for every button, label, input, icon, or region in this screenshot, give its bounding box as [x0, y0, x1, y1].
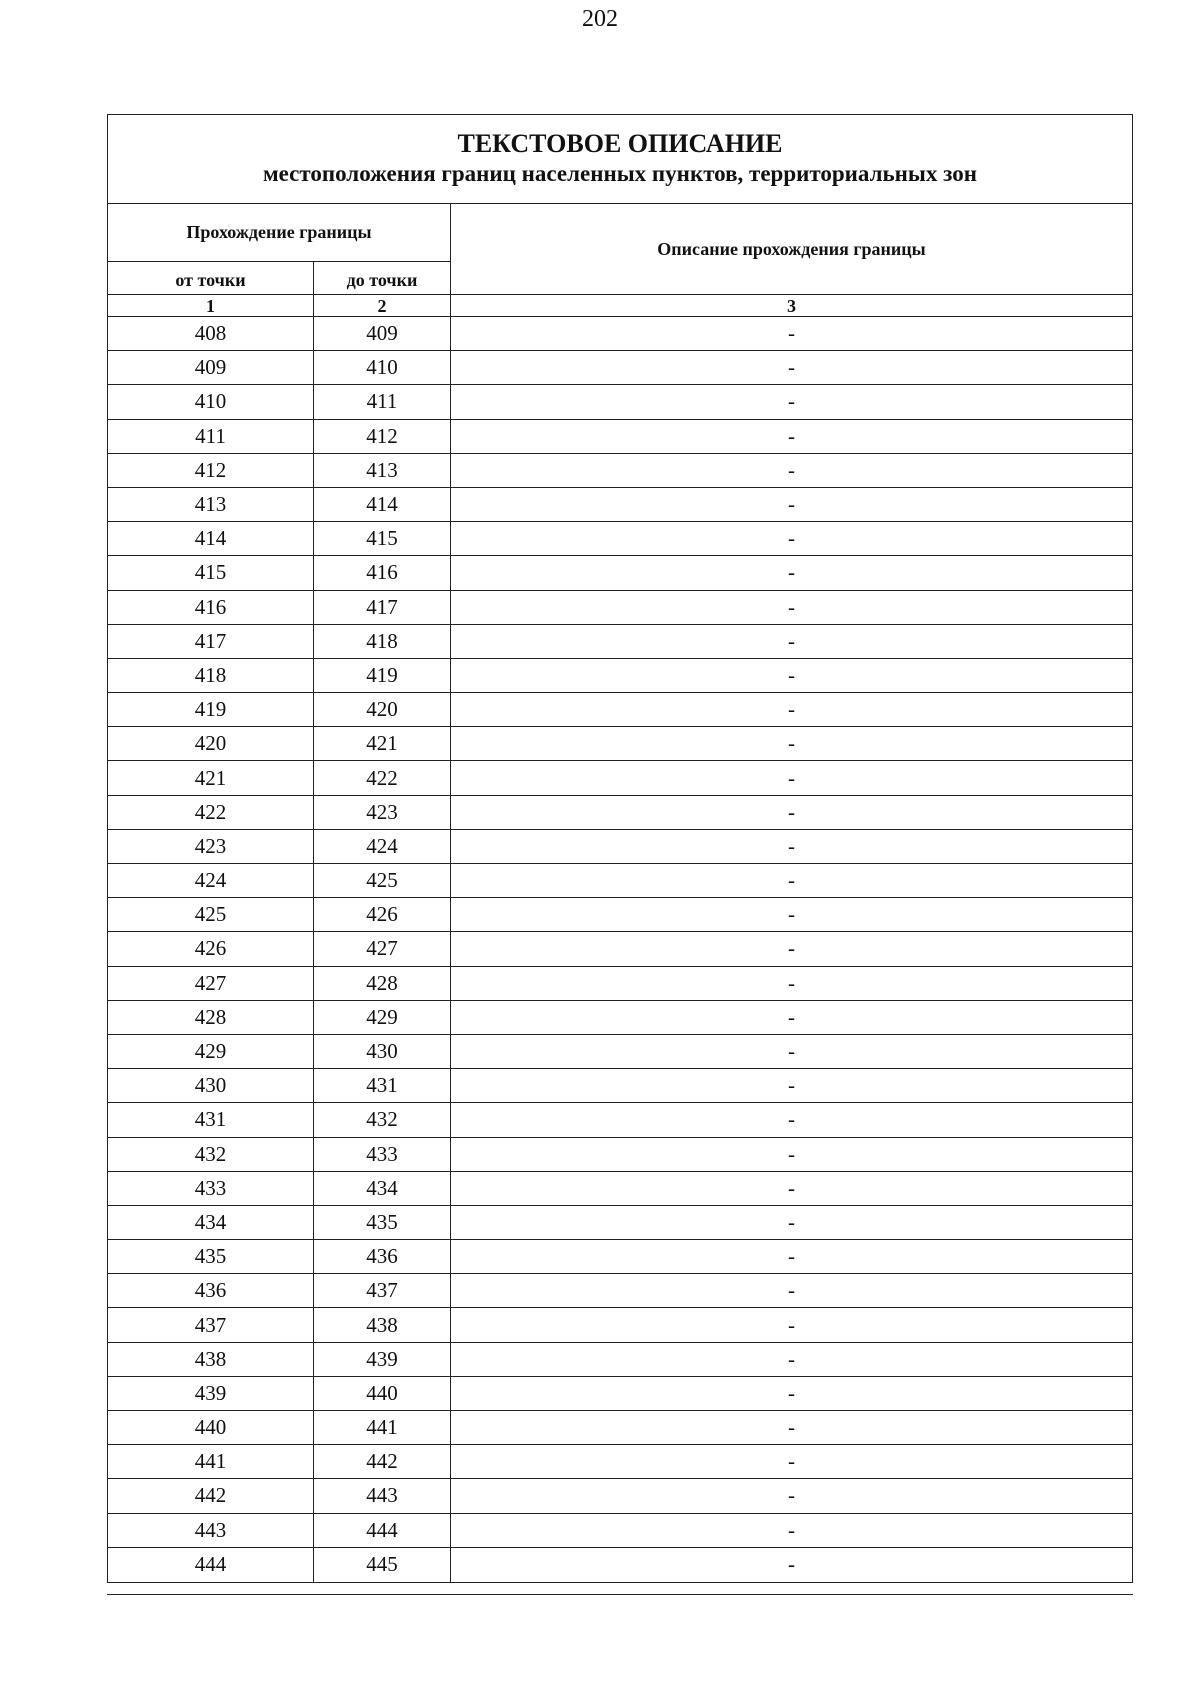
cell-from-point: 422	[108, 796, 314, 829]
cell-description: -	[788, 1175, 795, 1200]
table-row	[108, 488, 1132, 522]
table-row	[108, 351, 1132, 385]
column-number-3: 3	[787, 295, 796, 316]
cell-to-point: 434	[314, 1172, 451, 1205]
table-row	[108, 1343, 1132, 1377]
cell-to-point: 431	[314, 1069, 451, 1102]
table-row	[108, 1514, 1132, 1548]
cell-from-point: 412	[108, 454, 314, 487]
table-row	[108, 522, 1132, 556]
cell-to-point: 411	[314, 385, 451, 418]
cell-description: -	[788, 902, 795, 927]
table-row	[108, 693, 1132, 727]
cell-from-point: 421	[108, 761, 314, 794]
cell-from-point: 428	[108, 1001, 314, 1034]
table-row	[108, 1274, 1132, 1308]
table-row	[108, 317, 1132, 351]
cell-description: -	[788, 1244, 795, 1269]
table-row	[108, 932, 1132, 966]
cell-description: -	[788, 1278, 795, 1303]
cell-from-point: 434	[108, 1206, 314, 1239]
cell-description: -	[788, 1415, 795, 1440]
cell-to-point: 442	[314, 1445, 451, 1478]
cell-to-point: 432	[314, 1103, 451, 1136]
cell-description: -	[788, 355, 795, 380]
page-number: 202	[582, 6, 618, 32]
cell-from-point: 432	[108, 1138, 314, 1171]
table-row	[108, 591, 1132, 625]
cell-from-point: 442	[108, 1479, 314, 1512]
cell-description: -	[788, 1312, 795, 1337]
cell-to-point: 440	[314, 1377, 451, 1410]
cell-description: -	[788, 1380, 795, 1405]
cell-description: -	[788, 1449, 795, 1474]
cell-to-point: 415	[314, 522, 451, 555]
cell-to-point: 419	[314, 659, 451, 692]
cell-description: -	[788, 594, 795, 619]
cell-from-point: 433	[108, 1172, 314, 1205]
cell-description: -	[788, 560, 795, 585]
cell-to-point: 424	[314, 830, 451, 863]
cell-to-point: 427	[314, 932, 451, 965]
cell-description: -	[788, 628, 795, 653]
table-row	[108, 830, 1132, 864]
cell-from-point: 410	[108, 385, 314, 418]
cell-from-point: 427	[108, 967, 314, 1000]
cell-to-point: 422	[314, 761, 451, 794]
cell-from-point: 417	[108, 625, 314, 658]
table-row	[108, 761, 1132, 795]
cell-to-point: 409	[314, 317, 451, 350]
cell-from-point: 415	[108, 556, 314, 589]
cell-description: -	[788, 1209, 795, 1234]
cell-from-point: 441	[108, 1445, 314, 1478]
cell-to-point: 410	[314, 351, 451, 384]
table-subtitle: местоположения границ населенных пунктов, территориальных зон	[263, 161, 977, 186]
cell-from-point: 430	[108, 1069, 314, 1102]
cell-to-point: 430	[314, 1035, 451, 1068]
cell-from-point: 409	[108, 351, 314, 384]
cell-description: -	[788, 1517, 795, 1542]
table-row	[108, 420, 1132, 454]
cell-from-point: 435	[108, 1240, 314, 1273]
table-header	[108, 204, 1132, 295]
cell-from-point: 411	[108, 420, 314, 453]
table-row	[108, 454, 1132, 488]
cell-to-point: 444	[314, 1514, 451, 1547]
cell-to-point: 418	[314, 625, 451, 658]
cell-description: -	[788, 765, 795, 790]
cell-to-point: 412	[314, 420, 451, 453]
header-boundary-passage: Прохождение границы	[108, 204, 451, 262]
table-row	[108, 864, 1132, 898]
cell-from-point: 436	[108, 1274, 314, 1307]
table-row	[108, 796, 1132, 830]
table-row	[108, 1445, 1132, 1479]
table-row	[108, 556, 1132, 590]
cell-from-point: 416	[108, 591, 314, 624]
table-row	[108, 385, 1132, 419]
table-body	[108, 317, 1132, 1582]
cell-description: -	[788, 1346, 795, 1371]
cell-to-point: 437	[314, 1274, 451, 1307]
cell-from-point: 443	[108, 1514, 314, 1547]
table-row	[108, 727, 1132, 761]
cell-description: -	[788, 457, 795, 482]
table-title-block	[108, 115, 1132, 204]
cell-description: -	[788, 1141, 795, 1166]
cell-to-point: 439	[314, 1343, 451, 1376]
cell-to-point: 425	[314, 864, 451, 897]
cell-to-point: 420	[314, 693, 451, 726]
cell-description: -	[788, 1073, 795, 1098]
cell-from-point: 426	[108, 932, 314, 965]
cell-description: -	[788, 697, 795, 722]
cell-description: -	[788, 1004, 795, 1029]
cell-description: -	[788, 833, 795, 858]
cell-to-point: 428	[314, 967, 451, 1000]
table-row	[108, 1548, 1132, 1582]
table-row	[108, 1035, 1132, 1069]
cell-from-point: 420	[108, 727, 314, 760]
cell-to-point: 438	[314, 1308, 451, 1341]
cell-from-point: 413	[108, 488, 314, 521]
table-bottom-rule	[107, 1594, 1133, 1595]
cell-description: -	[788, 423, 795, 448]
table-row	[108, 967, 1132, 1001]
column-number-1: 1	[108, 295, 314, 316]
table-row	[108, 1411, 1132, 1445]
column-numbers-row	[108, 295, 1132, 317]
table-row	[108, 1479, 1132, 1513]
boundary-description-table	[107, 114, 1133, 1583]
cell-description: -	[788, 492, 795, 517]
table-row	[108, 1069, 1132, 1103]
cell-from-point: 429	[108, 1035, 314, 1068]
table-row	[108, 1138, 1132, 1172]
column-number-2: 2	[314, 295, 451, 316]
cell-description: -	[788, 1483, 795, 1508]
cell-from-point: 439	[108, 1377, 314, 1410]
table-row	[108, 898, 1132, 932]
cell-to-point: 435	[314, 1206, 451, 1239]
cell-to-point: 426	[314, 898, 451, 931]
header-from-point: от точки	[108, 262, 314, 294]
table-row	[108, 1377, 1132, 1411]
cell-to-point: 413	[314, 454, 451, 487]
cell-to-point: 417	[314, 591, 451, 624]
cell-description: -	[788, 799, 795, 824]
cell-description: -	[788, 731, 795, 756]
cell-to-point: 421	[314, 727, 451, 760]
cell-description: -	[788, 970, 795, 995]
cell-from-point: 414	[108, 522, 314, 555]
cell-description: -	[788, 1107, 795, 1132]
cell-from-point: 423	[108, 830, 314, 863]
table-row	[108, 659, 1132, 693]
cell-to-point: 436	[314, 1240, 451, 1273]
table-row	[108, 625, 1132, 659]
cell-from-point: 424	[108, 864, 314, 897]
cell-description: -	[788, 389, 795, 414]
cell-description: -	[788, 936, 795, 961]
cell-from-point: 440	[108, 1411, 314, 1444]
cell-from-point: 425	[108, 898, 314, 931]
cell-to-point: 429	[314, 1001, 451, 1034]
header-to-point: до точки	[314, 262, 451, 294]
cell-to-point: 414	[314, 488, 451, 521]
table-row	[108, 1172, 1132, 1206]
cell-from-point: 437	[108, 1308, 314, 1341]
cell-description: -	[788, 1552, 795, 1577]
cell-description: -	[788, 526, 795, 551]
table-row	[108, 1206, 1132, 1240]
cell-to-point: 441	[314, 1411, 451, 1444]
cell-from-point: 419	[108, 693, 314, 726]
cell-from-point: 444	[108, 1548, 314, 1582]
cell-to-point: 445	[314, 1548, 451, 1582]
table-title: ТЕКСТОВОЕ ОПИСАНИЕ	[457, 129, 783, 158]
cell-from-point: 438	[108, 1343, 314, 1376]
cell-description: -	[788, 662, 795, 687]
table-row	[108, 1308, 1132, 1342]
table-row	[108, 1240, 1132, 1274]
cell-to-point: 433	[314, 1138, 451, 1171]
cell-description: -	[788, 1039, 795, 1064]
header-description: Описание прохождения границы	[657, 238, 926, 259]
cell-description: -	[788, 321, 795, 346]
cell-from-point: 408	[108, 317, 314, 350]
table-row	[108, 1103, 1132, 1137]
cell-description: -	[788, 868, 795, 893]
cell-from-point: 418	[108, 659, 314, 692]
cell-from-point: 431	[108, 1103, 314, 1136]
cell-to-point: 423	[314, 796, 451, 829]
table-row	[108, 1001, 1132, 1035]
cell-to-point: 416	[314, 556, 451, 589]
cell-to-point: 443	[314, 1479, 451, 1512]
